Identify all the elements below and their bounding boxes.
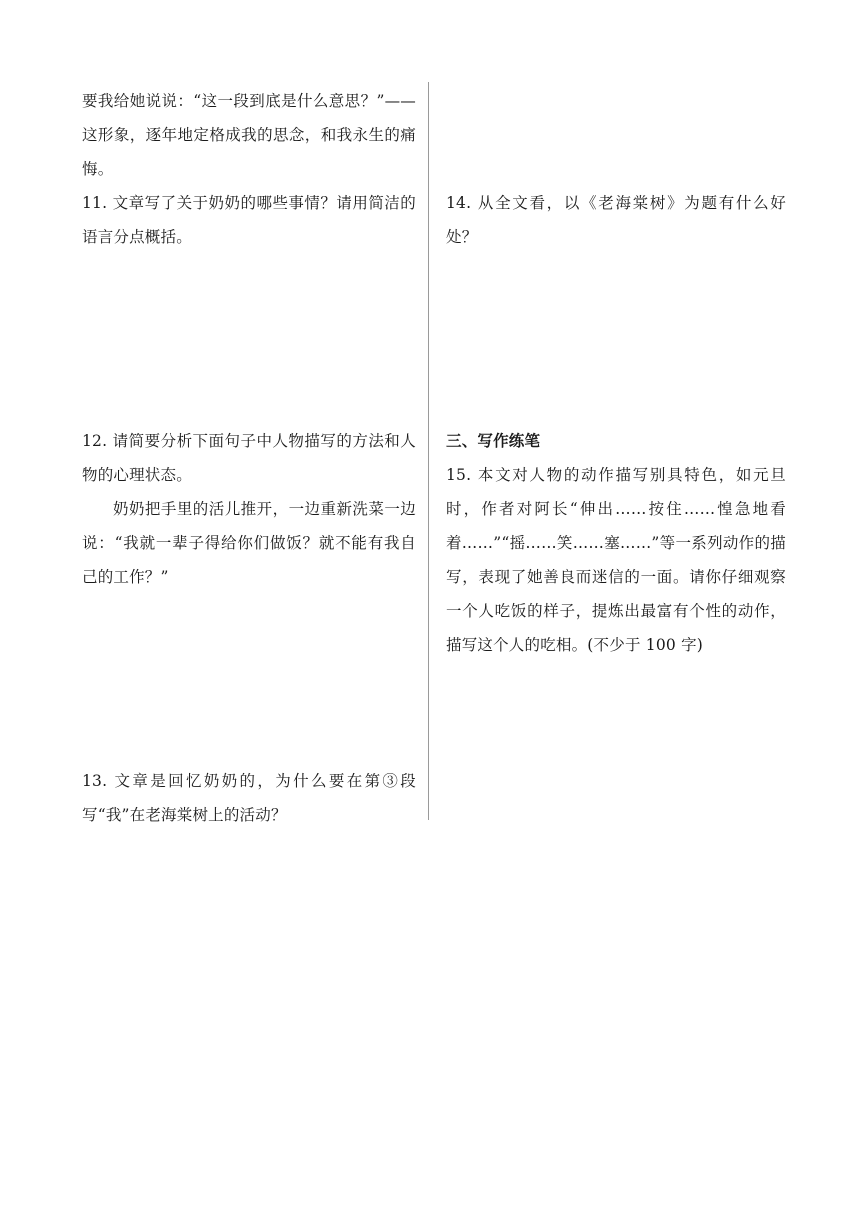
question-14: 14. 从全文看，以《老海棠树》为题有什么好处？ — [446, 194, 786, 246]
column-divider — [428, 82, 429, 820]
right-column — [446, 84, 786, 662]
answer-space-14 — [446, 254, 786, 424]
question-15: 15. 本文对人物的动作描写别具特色，如元旦时，作者对阿长“伸出……按住……惶急地看着……”“摇……笑……塞……”等一系列动作的描写，表现了她善良而迷信的一面。请你仔细观察一个人吃饭的样子，提炼出最富有个性的动作，描写这个人的吃相。(不少于 100 字) — [446, 466, 786, 654]
question-13: 13. 文章是回忆奶奶的，为什么要在第③段写“我”在老海棠树上的活动？ — [82, 772, 416, 824]
question-12-quote: 奶奶把手里的活儿推开，一边重新洗菜一边说：“我就一辈子得给你们做饭？就不能有我自己的工作？” — [82, 500, 416, 586]
passage-ending: 要我给她说说：“这一段到底是什么意思？”——这形象，逐年地定格成我的思念，和我永生的痛悔。 — [82, 92, 416, 178]
answer-space-top — [446, 84, 786, 186]
answer-space-11 — [82, 254, 416, 424]
left-column — [82, 84, 416, 832]
answer-space-12 — [82, 594, 416, 764]
question-11: 11. 文章写了关于奶奶的哪些事情？请用简洁的语言分点概括。 — [82, 194, 416, 246]
question-12: 12. 请简要分析下面句子中人物描写的方法和人物的心理状态。 — [82, 432, 416, 484]
section-heading-writing: 三、写作练笔 — [446, 432, 541, 450]
